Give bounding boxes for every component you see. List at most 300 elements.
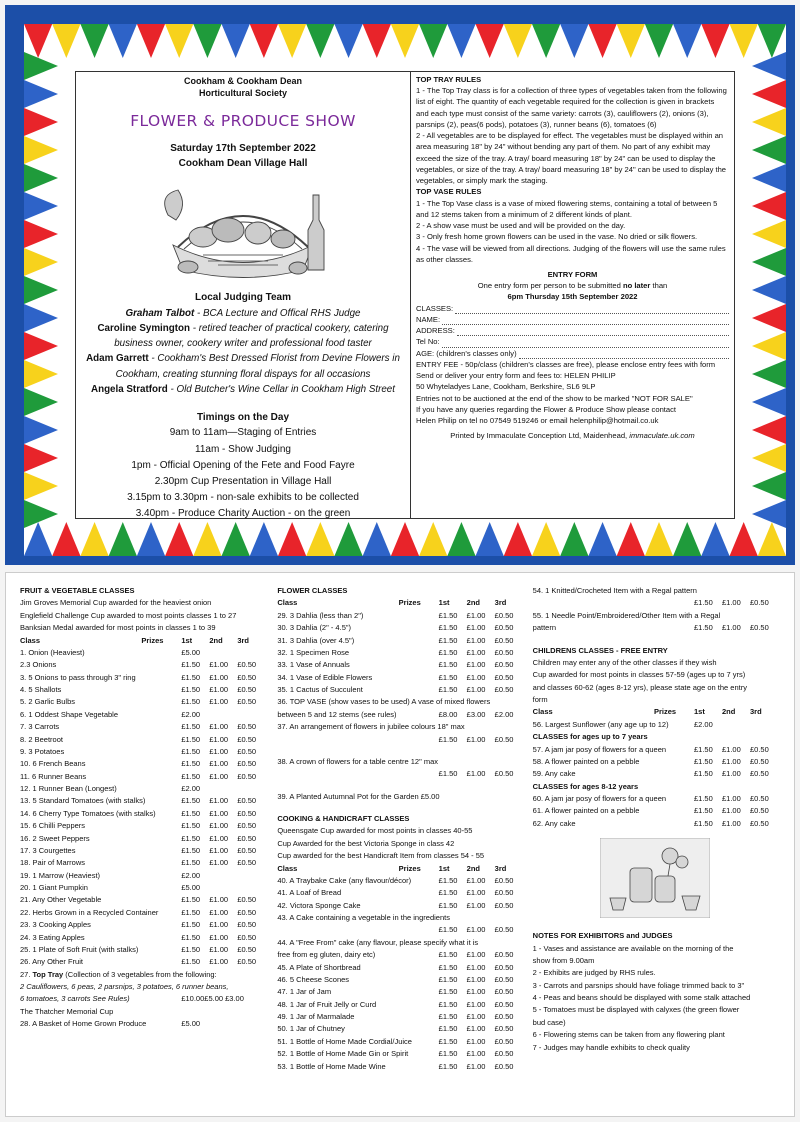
vase-rule-2: 2 - A show vase must be used and will be provided on the day. <box>416 221 626 231</box>
handicraft-children-column <box>529 585 784 1110</box>
prize-1st: £1.50 <box>181 796 201 806</box>
award-note-1: Jim Groves Memorial Cup awarded for the heaviest onion <box>20 598 212 608</box>
judge-4 <box>82 382 404 397</box>
entry-note-6: Helen Philip on tel no 07549 519246 or email helenphilip@hotmail.co.uk <box>416 416 659 426</box>
fruit-header-row <box>20 635 265 647</box>
class-row <box>277 974 522 986</box>
bunting-flag <box>752 416 786 444</box>
class-name: 5. 2 Garlic Bulbs <box>20 697 76 707</box>
class-row <box>20 647 265 659</box>
prize-1st: £1.50 <box>438 610 458 620</box>
prize-2nd: £1.00 <box>721 806 741 816</box>
bunting-flag <box>24 276 58 304</box>
hdr-class: Class <box>20 635 41 645</box>
prize-1st: £1.50 <box>438 888 458 898</box>
prize-3rd: £0.50 <box>237 722 257 732</box>
age-group-2-rows <box>533 793 778 830</box>
prize-1st: £1.50 <box>693 769 713 779</box>
form-input-line[interactable] <box>442 317 729 325</box>
bunting-flag <box>306 522 334 556</box>
cooking-rows-2 <box>277 962 522 1073</box>
printer-link[interactable]: immaculate.uk.com <box>629 431 695 441</box>
class-row <box>277 999 522 1011</box>
prize-2nd: £1.00 <box>721 756 741 766</box>
class-name: 57. A jam jar posy of flowers for a queen <box>532 744 667 754</box>
prize-2nd: £1.00 <box>466 1049 486 1059</box>
prize-1st: £1.50 <box>181 808 201 818</box>
class-row <box>20 734 265 746</box>
class-27-list: 2 Cauliflowers, 6 peas, 2 parsnips, 3 potatoes, 6 runner beans, <box>20 982 229 991</box>
form-input-line[interactable] <box>519 351 729 359</box>
bunting-flag <box>193 522 221 556</box>
bunting-flag <box>334 522 362 556</box>
prize-1st: £1.50 <box>438 769 458 779</box>
class-39: 39. A Planted Autumnal Pot for the Garden £5.00 <box>277 791 440 801</box>
poster-right-column <box>411 72 734 518</box>
prize-1st: £1.50 <box>693 744 713 754</box>
class-row <box>277 887 522 899</box>
class-name: 7. 3 Carrots <box>20 722 60 732</box>
prize-2nd: £1.00 <box>466 769 486 779</box>
hdr-1st: 1st <box>693 707 705 717</box>
bunting-flag <box>24 24 52 58</box>
prize-2nd: £1.00 <box>466 1036 486 1046</box>
timing-4: 2.30pm Cup Presentation in Village Hall <box>154 475 332 487</box>
class-row <box>533 793 778 805</box>
class-name: 9. 3 Potatoes <box>20 746 65 756</box>
prize-3rd: £0.50 <box>237 808 257 818</box>
child-note-3: and classes 60-62 (ages 8-12 yrs), please state age on the entry <box>532 682 747 692</box>
prize-2nd: £1.00 <box>466 987 486 997</box>
prize-3rd: £0.50 <box>494 610 514 620</box>
prize-2nd: £1.00 <box>466 1024 486 1034</box>
hdr-1st: 1st <box>438 598 450 608</box>
timings-heading: Timings on the Day <box>196 411 290 423</box>
prize-3rd: £0.50 <box>237 734 257 744</box>
class-55-cont: pattern <box>532 623 557 633</box>
prize-1st: £1.50 <box>181 845 201 855</box>
prize-1st: £1.50 <box>181 697 201 707</box>
judge-list <box>82 306 404 397</box>
class-row <box>20 932 265 944</box>
fruit-veg-heading: FRUIT & VEGETABLE CLASSES <box>20 586 135 595</box>
prize-3rd: £0.50 <box>494 875 514 885</box>
class-name: 46. 5 Cheese Scones <box>277 974 350 984</box>
award-note-3: Banksian Medal awarded for most points in classes 1 to 39 <box>20 623 216 633</box>
class-name: 42. Victora Sponge Cake <box>277 900 361 910</box>
bunting-flag <box>504 522 532 556</box>
prize-1st: £1.50 <box>438 999 458 1009</box>
class-27-list-2: 6 tomatoes, 3 carrots See Rules) <box>20 994 130 1004</box>
form-input-line[interactable] <box>442 340 729 348</box>
prize-1st: £1.50 <box>181 746 201 756</box>
child-note-1: Children may enter any of the other classes if they wish <box>532 657 717 667</box>
prize-3rd: £0.50 <box>494 974 514 984</box>
bunting-flag <box>24 108 58 136</box>
note-1: 1 - Vases and assistance are available on the morning of the <box>532 943 734 953</box>
class-name: 1. Onion (Heaviest) <box>20 647 85 657</box>
prize-1st: £1.50 <box>693 818 713 828</box>
prize-2nd: £1.00 <box>209 746 229 756</box>
prize-2nd <box>209 870 237 882</box>
class-54-prizes <box>533 597 778 609</box>
show-title: FLOWER & PRODUCE SHOW <box>130 112 356 131</box>
judging-team-heading: Local Judging Team <box>195 292 291 304</box>
prize-3rd: £0.50 <box>237 895 257 905</box>
prize-3rd: £0.50 <box>494 769 514 779</box>
class-36: 36. TOP VASE (show vases to be used) A vase of mixed flowers <box>277 697 491 707</box>
class-56-prize: £2.00 <box>693 719 713 729</box>
bunting-flag <box>109 522 137 556</box>
entry-note-4: Entries not to be auctioned at the end of the show to be marked "NOT FOR SALE" <box>416 393 693 403</box>
prize-1st: £1.50 <box>438 974 458 984</box>
fruit-vegetable-column <box>20 585 271 1110</box>
class-43: 43. A Cake containing a vegetable in the ingredients <box>277 913 450 922</box>
entry-form-fields <box>416 303 729 359</box>
hdr-2nd: 2nd <box>466 598 480 608</box>
class-row <box>20 684 265 696</box>
society-line-2: Horticultural Society <box>198 87 288 98</box>
bunting-flag <box>752 360 786 388</box>
bunting-flag <box>645 522 673 556</box>
prize-1st: £1.50 <box>438 1036 458 1046</box>
bunting-flag <box>645 24 673 58</box>
prize-1st: £1.50 <box>181 759 201 769</box>
class-row <box>533 818 778 830</box>
hdr-3rd: 3rd <box>494 863 507 873</box>
class-name: 17. 3 Courgettes <box>20 845 76 855</box>
prize-3rd: £0.50 <box>494 1036 514 1046</box>
bunting-flag <box>24 332 58 360</box>
prize-1st: £1.50 <box>693 794 713 803</box>
class-27-num: 27. <box>20 969 33 979</box>
class-44-prizes <box>277 949 522 961</box>
prize-2nd: £1.00 <box>466 900 486 910</box>
prize-2nd: £1.00 <box>721 598 741 608</box>
bunting-flag <box>701 24 729 58</box>
prize-3rd: £0.50 <box>749 806 769 816</box>
judge-name: Caroline Symington <box>97 323 190 335</box>
prize-2nd: £1.00 <box>466 950 486 960</box>
entry-instruction <box>416 280 729 291</box>
bunting-flag <box>752 108 786 136</box>
class-name: 45. A Plate of Shortbread <box>277 962 361 972</box>
prize-2nd: £1.00 <box>721 794 741 803</box>
bunting-flag <box>24 248 58 276</box>
prize-3rd: £0.50 <box>494 1012 514 1021</box>
class-38-prizes <box>277 768 522 780</box>
class-56-name: 56. Largest Sunflower (any age up to 12) <box>532 719 669 729</box>
prize-2nd: £1.00 <box>209 944 229 954</box>
entry-no-later: no later <box>622 281 651 291</box>
prize-2nd: £1.00 <box>209 685 229 694</box>
class-name: 2.3 Onions <box>20 660 57 670</box>
prize-1st: £1.50 <box>693 806 713 816</box>
prize-1st: £1.50 <box>181 944 201 954</box>
timing-2: 11am - Show Judging <box>195 443 291 455</box>
class-name: 15. 6 Chilli Peppers <box>20 821 86 831</box>
prize-3rd: £0.50 <box>237 685 257 694</box>
prize-1st: £1.50 <box>438 647 458 657</box>
class-38: 38. A crown of flowers for a table centre 12" max <box>277 756 438 766</box>
vase-rule-4: 4 - The vase will be viewed from all directions. Judging of the flowers will use the same rules as other classes. <box>416 243 726 264</box>
bunting-flag <box>752 332 786 360</box>
cooking-rows <box>277 875 522 912</box>
bunting-flag <box>752 52 786 80</box>
class-name: 62. Any cake <box>532 818 576 828</box>
form-input-line[interactable] <box>457 328 729 336</box>
entry-notes <box>416 359 729 426</box>
prize-2nd: £1.00 <box>466 672 486 682</box>
class-36-cont: between 5 and 12 stems (see rules) <box>277 709 397 719</box>
bunting-flag <box>476 24 504 58</box>
show-date: Saturday 17th September 2022 <box>170 142 316 154</box>
class-name: 8. 2 Beetroot <box>20 734 63 744</box>
timing-3: 1pm - Official Opening of the Fete and Food Fayre <box>131 459 355 471</box>
hdr-3rd: 3rd <box>749 707 762 717</box>
bunting-flag <box>752 276 786 304</box>
prize-1st: £1.50 <box>438 672 458 682</box>
prize-1st: £1.50 <box>181 685 201 694</box>
top-tray-rules <box>416 85 729 186</box>
bunting-flag <box>222 522 250 556</box>
show-venue: Cookham Dean Village Hall <box>178 157 308 169</box>
vegetable-basket-sketch <box>148 175 338 280</box>
prize-2nd: £1.00 <box>209 759 229 769</box>
class-name: 14. 6 Cherry Type Tomatoes (with stalks) <box>20 808 156 818</box>
bunting-flag <box>278 24 306 58</box>
class-43-prizes <box>277 924 522 936</box>
entry-text: One entry form per person to be submitted <box>477 281 623 291</box>
bunting-flag <box>752 248 786 276</box>
bunting-flag <box>617 24 645 58</box>
form-field-2 <box>416 314 729 325</box>
judge-name: Adam Garrett <box>86 353 149 365</box>
prize-2nd: £1.00 <box>209 895 229 905</box>
class-row <box>20 795 265 807</box>
prize-2nd: £1.00 <box>209 672 229 682</box>
judge-desc: - BCA Lecture and Offical RHS Judge <box>194 307 361 319</box>
bunting-flag <box>391 522 419 556</box>
timing-6: 3.40pm - Produce Charity Auction - on the green <box>135 508 351 520</box>
class-row <box>533 768 778 780</box>
class-name: 48. 1 Jar of Fruit Jelly or Curd <box>277 999 377 1009</box>
hdr-class: Class <box>277 598 298 608</box>
class-row <box>277 610 522 622</box>
hdr-prizes: Prizes <box>398 598 421 608</box>
bunting-flag <box>24 522 52 556</box>
note-4: 3 - Carrots and parsnips should have foliage trimmed back to 3" <box>532 980 745 990</box>
judge-desc: - Old Butcher's Wine Cellar in Cookham High Street <box>167 383 395 395</box>
bunting-flag <box>701 522 729 556</box>
prize-1st: £1.50 <box>438 962 458 972</box>
prize-2nd: £1.00 <box>209 845 229 855</box>
prize-3rd: £0.50 <box>237 697 257 707</box>
class-row <box>277 622 522 634</box>
class-27-desc: (Collection of 3 vegetables from the following: <box>63 969 217 979</box>
prize-2nd: £1.00 <box>209 796 229 806</box>
prize-2nd: £1.00 <box>466 888 486 898</box>
prize-2nd: £3.00 <box>466 709 486 719</box>
fruit-veg-rows <box>20 647 265 969</box>
flower-heading: FLOWER CLASSES <box>277 586 348 595</box>
prize-1st: £1.50 <box>181 895 201 905</box>
bunting-flag <box>278 522 306 556</box>
class-name: 35. 1 Cactus of Succulent <box>277 685 363 694</box>
bunting-flag <box>447 24 475 58</box>
class-row <box>20 758 265 770</box>
prize-1st: £1.50 <box>438 900 458 910</box>
form-input-line[interactable] <box>455 306 729 314</box>
class-name: 47. 1 Jar of Jam <box>277 987 332 997</box>
prize-1st: £5.00 <box>181 647 201 657</box>
bunting-flag <box>137 522 165 556</box>
prize-3rd <box>237 870 265 882</box>
prize-1st: £1.50 <box>438 685 458 694</box>
bunting-flag <box>24 500 58 528</box>
class-row <box>277 900 522 912</box>
hdr-prizes: Prizes <box>398 863 421 873</box>
class-27-title: Top Tray <box>32 969 64 979</box>
vase-rule-3: 3 - Only fresh home grown flowers can be used in the vase. No dried or silk flowers. <box>416 232 698 242</box>
prize-1st: £1.50 <box>438 734 458 744</box>
entry-form-heading: ENTRY FORM <box>547 269 598 279</box>
class-name: 23. 3 Cooking Apples <box>20 920 91 930</box>
prize-2nd: £1.00 <box>466 610 486 620</box>
prize-3rd: £0.50 <box>237 759 257 769</box>
prize-3rd: £0.50 <box>494 1024 514 1034</box>
bunting-flag <box>24 164 58 192</box>
printed-by-text: Printed by Immaculate Conception Ltd, Maidenhead, <box>450 431 630 441</box>
class-row <box>20 956 265 968</box>
bunting-flag <box>165 24 193 58</box>
prize-3rd: £0.50 <box>494 734 514 744</box>
prize-3rd: £0.50 <box>494 900 514 910</box>
bunting-flag <box>363 24 391 58</box>
prize-3rd: £0.50 <box>749 598 769 608</box>
bunting-flag <box>24 80 58 108</box>
prize-2nd: £1.00 <box>721 744 741 754</box>
class-row <box>20 808 265 820</box>
class-28-prize: £5.00 <box>181 1019 201 1029</box>
prize-2nd: £1.00 <box>209 771 229 781</box>
prize-1st: £1.50 <box>438 635 458 645</box>
form-label: Tel No: <box>416 337 440 347</box>
class-row <box>20 870 265 882</box>
prize-1st: £2.00 <box>181 784 201 793</box>
hdr-2nd: 2nd <box>466 863 480 873</box>
bunting-flag <box>109 24 137 58</box>
society-name <box>82 76 404 99</box>
prize-1st: £1.50 <box>181 907 201 917</box>
class-name: 11. 6 Runner Beans <box>20 771 87 781</box>
flower-header-row <box>277 597 522 609</box>
bunting-flag <box>24 388 58 416</box>
class-27-prize-row <box>20 993 265 1005</box>
bunting-flag <box>752 164 786 192</box>
class-name: 16. 2 Sweet Peppers <box>20 833 90 843</box>
prize-2nd: £1.00 <box>466 1012 486 1021</box>
prize-2nd <box>209 709 237 721</box>
note-7: bud case) <box>532 1017 566 1027</box>
bunting-flag <box>24 304 58 332</box>
class-row <box>20 709 265 721</box>
class-name: 13. 5 Standard Tomatoes (with stalks) <box>20 796 146 806</box>
bunting-flag <box>560 522 588 556</box>
prize-1st: £1.50 <box>438 1012 458 1021</box>
class-name: 49. 1 Jar of Marmalade <box>277 1012 355 1021</box>
class-55: 55. 1 Needle Point/Embroidered/Other Item with a Regal <box>532 610 721 620</box>
prize-3rd <box>237 709 265 721</box>
bunting-flag <box>752 472 786 500</box>
prize-1st: £1.50 <box>181 920 201 930</box>
prize-1st: £1.50 <box>181 722 201 732</box>
timing-5: 3.15pm to 3.30pm - non-sale exhibits to be collected <box>127 492 359 504</box>
bunting-flag <box>165 522 193 556</box>
class-row <box>20 882 265 894</box>
prize-2nd: £1.00 <box>209 660 229 670</box>
note-6: 5 - Tomatoes must be displayed with calyxes (the green flower <box>532 1005 740 1015</box>
prize-3rd: £0.50 <box>494 1061 514 1071</box>
cooking-heading: COOKING & HANDICRAFT CLASSES <box>277 814 410 823</box>
age-group-2-heading: CLASSES for ages 8-12 years <box>532 781 639 791</box>
class-row <box>277 1048 522 1060</box>
prize-2nd <box>209 647 237 659</box>
prize-3rd: £0.50 <box>494 685 514 694</box>
award-note-2: Englefield Challenge Cup awarded to most points classes 1 to 27 <box>20 610 237 620</box>
prize-3rd: £0.50 <box>237 932 257 942</box>
note-8: 6 - Flowering stems can be taken from any flowering plant <box>532 1030 725 1040</box>
class-row <box>20 696 265 708</box>
prize-3rd: £0.50 <box>237 672 257 682</box>
prize-1st: £2.00 <box>181 709 201 719</box>
note-2: show from 9.00am <box>532 955 595 965</box>
hdr-3rd: 3rd <box>237 635 249 645</box>
vase-rule-1: 1 - The Top Vase class is a vase of mixed flowering stems, containing a total of between 5 and 12 stems taken from a minimum of 2 different kinds of plant. <box>416 198 718 219</box>
bunting-flag <box>193 24 221 58</box>
form-field-3 <box>416 325 729 336</box>
bunting-flag <box>588 522 616 556</box>
prize-3rd: £0.50 <box>494 672 514 682</box>
poster-panel <box>75 71 735 519</box>
bunting-flag <box>758 24 786 58</box>
bunting-flag <box>532 522 560 556</box>
bunting-flag <box>560 24 588 58</box>
prize-3rd: £0.50 <box>749 623 769 633</box>
prize-2nd: £1.00 <box>209 808 229 818</box>
tray-rule-1: 1 - The Top Tray class is for a collection of three types of vegetables taken from the following list of eight. The quantity of each vegetable required for the collection is given in brackets and each type must consist of the same variety: carrots (3), cauliflowers (2), onions (3), parsnips (2), peas(6 pods), potatoes (3), runner beans (6), tomatoes (6) <box>416 86 727 129</box>
hdr-3rd: 3rd <box>494 598 507 608</box>
bunting-flag <box>80 522 108 556</box>
hdr-prizes: Prizes <box>141 635 164 645</box>
hdr-1st: 1st <box>181 635 193 645</box>
prize-1st: £1.50 <box>438 987 458 997</box>
class-row <box>277 659 522 671</box>
bunting-flag <box>532 24 560 58</box>
bunting-flag <box>222 24 250 58</box>
prize-3rd <box>237 882 265 894</box>
prize-2nd: £1.00 <box>466 623 486 633</box>
class-row <box>277 684 522 696</box>
class-schedule <box>5 572 795 1117</box>
prize-3rd: £0.50 <box>237 796 257 806</box>
class-row <box>533 805 778 817</box>
class-row <box>533 756 778 768</box>
class-name: 51. 1 Bottle of Home Made Cordial/Juice <box>277 1036 412 1046</box>
class-row <box>20 857 265 869</box>
class-name: 12. 1 Runner Bean (Longest) <box>20 784 117 793</box>
entry-than: than <box>650 281 668 291</box>
